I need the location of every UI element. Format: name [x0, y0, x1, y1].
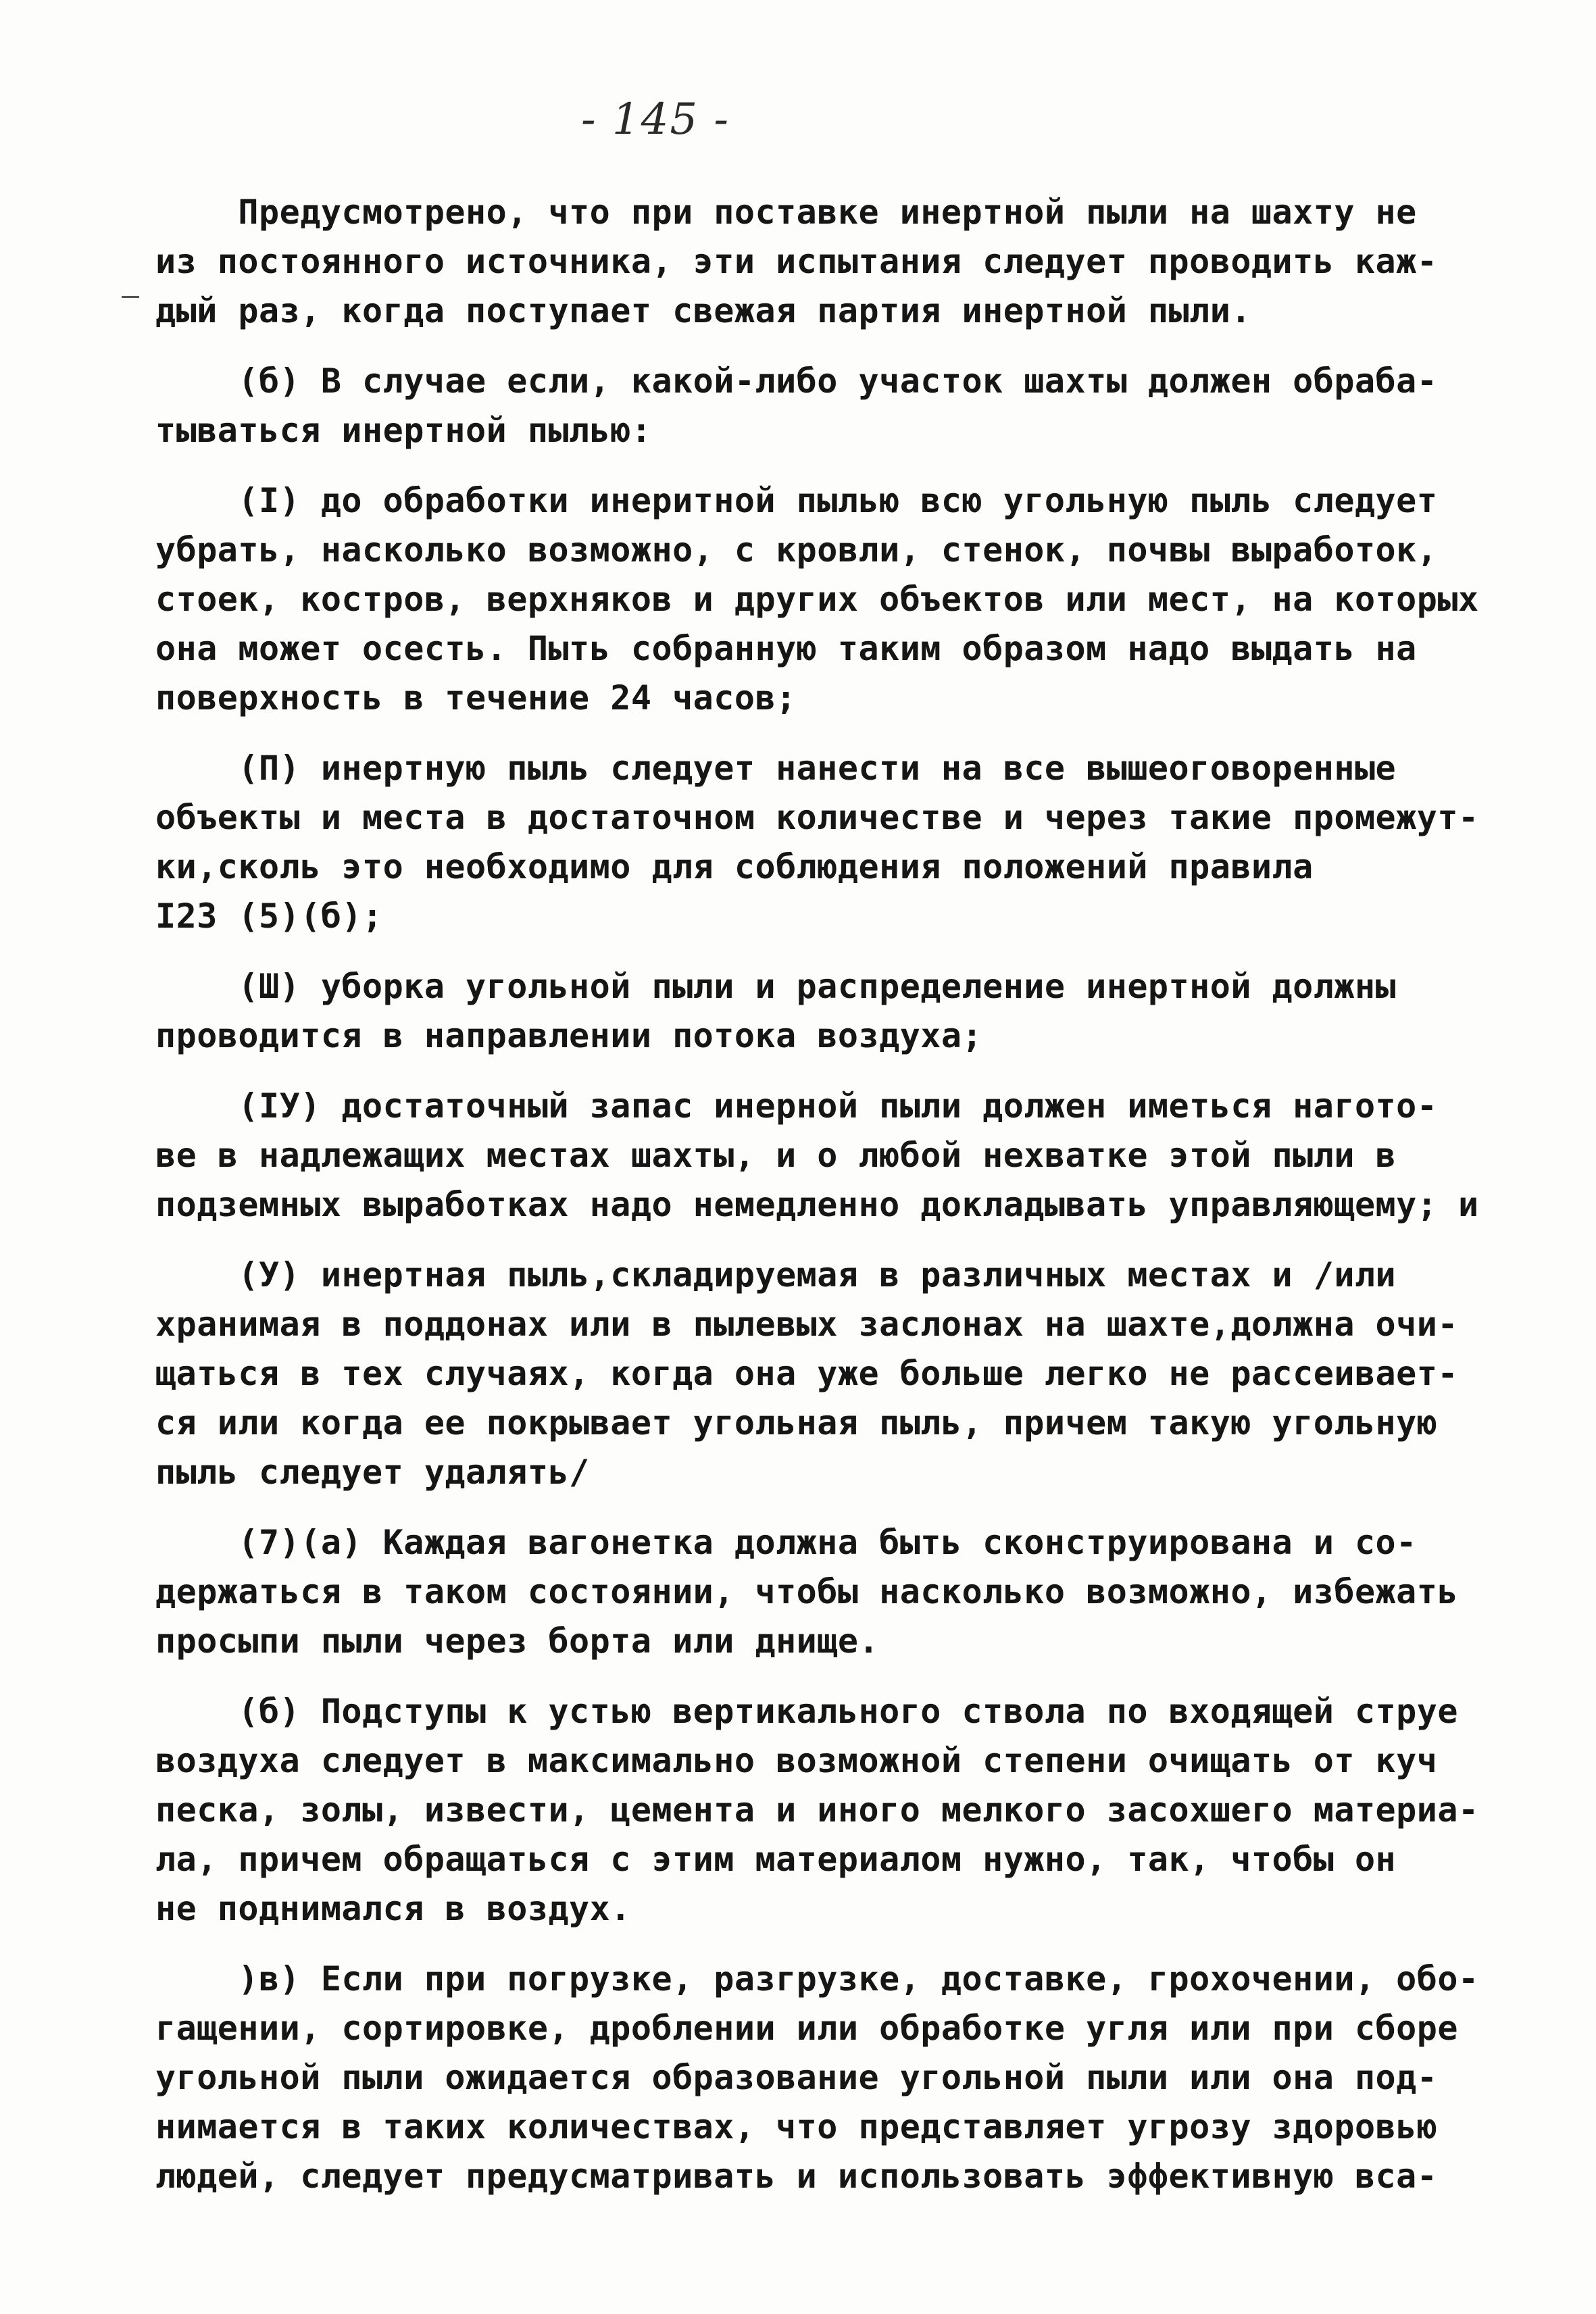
- text-line: угольной пыли ожидается образование угольной пыли или она под-: [155, 2058, 1438, 2097]
- text-line: нимается в таких количествах, что представляет угрозу здоровью: [155, 2107, 1438, 2146]
- paragraph-ii: [155, 744, 1514, 941]
- text-line: (7)(а) Каждая вагонетка должна быть сконструирована и со-: [155, 1523, 1417, 1562]
- text-line: (У) инертная пыль,складируемая в различных местах и /или: [155, 1255, 1397, 1294]
- text-line: дый раз, когда поступает свежая партия инертной пыли.: [155, 291, 1251, 330]
- text-line: ла, причем обращаться с этим материалом нужно, так, чтобы он: [155, 1840, 1397, 1879]
- text-line: воздуха следует в максимально возможной степени очищать от куч: [155, 1741, 1438, 1780]
- margin-mark: [122, 296, 139, 298]
- text-line: убрать, насколько возможно, с кровли, стенок, почвы выработок,: [155, 530, 1438, 570]
- paragraph-b: [155, 357, 1514, 455]
- paragraph-7a: [155, 1518, 1514, 1666]
- text-line: тываться инертной пылью:: [155, 411, 652, 450]
- text-line: ки,сколь это необходимо для соблюдения положений правила: [155, 847, 1314, 886]
- text-line: Предусмотрено, что при поставке инертной пыли на шахту не: [155, 193, 1417, 232]
- paragraph-iv: [155, 1082, 1514, 1230]
- text-line: объекты и места в достаточном количестве и через такие промежут-: [155, 798, 1479, 837]
- text-line: хранимая в поддонах или в пылевых заслонах на шахте,должна очи-: [155, 1305, 1458, 1344]
- paragraph-v: [155, 1251, 1514, 1497]
- page-number: - 145 -: [580, 95, 730, 145]
- text-line: (IУ) достаточный запас инерной пыли должен иметься нагото-: [155, 1086, 1438, 1126]
- paragraph-intro: [155, 188, 1514, 336]
- text-line: держаться в таком состоянии, чтобы насколько возможно, избежать: [155, 1572, 1458, 1611]
- paragraph-iii: [155, 962, 1514, 1061]
- text-line: не поднимался в воздух.: [155, 1889, 631, 1928]
- text-line: гащении, сортировке, дроблении или обработке угля или при сборе: [155, 2009, 1458, 2048]
- text-line: пыль следует удалять/: [155, 1453, 590, 1492]
- text-line: песка, золы, извести, цемента и иного мелкого засохшего материа-: [155, 1790, 1479, 1830]
- document-body: [155, 188, 1514, 2222]
- text-line: проводится в направлении потока воздуха;: [155, 1016, 983, 1055]
- text-line: )в) Если при погрузке, разгрузке, доставке, грохочении, обо-: [155, 1959, 1479, 1998]
- text-line: поверхность в течение 24 часов;: [155, 678, 797, 718]
- text-line: (б) Подступы к устью вертикального ствола по входящей струе: [155, 1692, 1458, 1731]
- text-line: подземных выработках надо немедленно докладывать управляющему; и: [155, 1185, 1479, 1224]
- text-line: ве в надлежащих местах шахты, и о любой нехватке этой пыли в: [155, 1136, 1397, 1175]
- text-line: I23 (5)(б);: [155, 897, 383, 936]
- text-line: (П) инертную пыль следует нанести на все вышеоговоренные: [155, 749, 1397, 788]
- text-line: стоек, костров, верхняков и других объектов или мест, на которых: [155, 580, 1479, 619]
- text-line: из постоянного источника, эти испытания следует проводить каж-: [155, 242, 1438, 281]
- text-line: она может осесть. Пыть собранную таким образом надо выдать на: [155, 629, 1417, 668]
- paragraph-7b: [155, 1687, 1514, 1934]
- text-line: щаться в тех случаях, когда она уже больше легко не рассеивает-: [155, 1354, 1458, 1393]
- text-line: людей, следует предусматривать и использовать эффективную вса-: [155, 2157, 1438, 2196]
- text-line: (Ш) уборка угольной пыли и распределение инертной должны: [155, 967, 1397, 1006]
- text-line: (б) В случае если, какой-либо участок шахты должен обраба-: [155, 361, 1438, 401]
- text-line: просыпи пыли через борта или днище.: [155, 1621, 880, 1661]
- text-line: (I) до обработки инеритной пылью всю угольную пыль следует: [155, 481, 1438, 520]
- paragraph-i: [155, 476, 1514, 723]
- text-line: ся или когда ее покрывает угольная пыль, причем такую угольную: [155, 1403, 1438, 1442]
- paragraph-7c: [155, 1955, 1514, 2201]
